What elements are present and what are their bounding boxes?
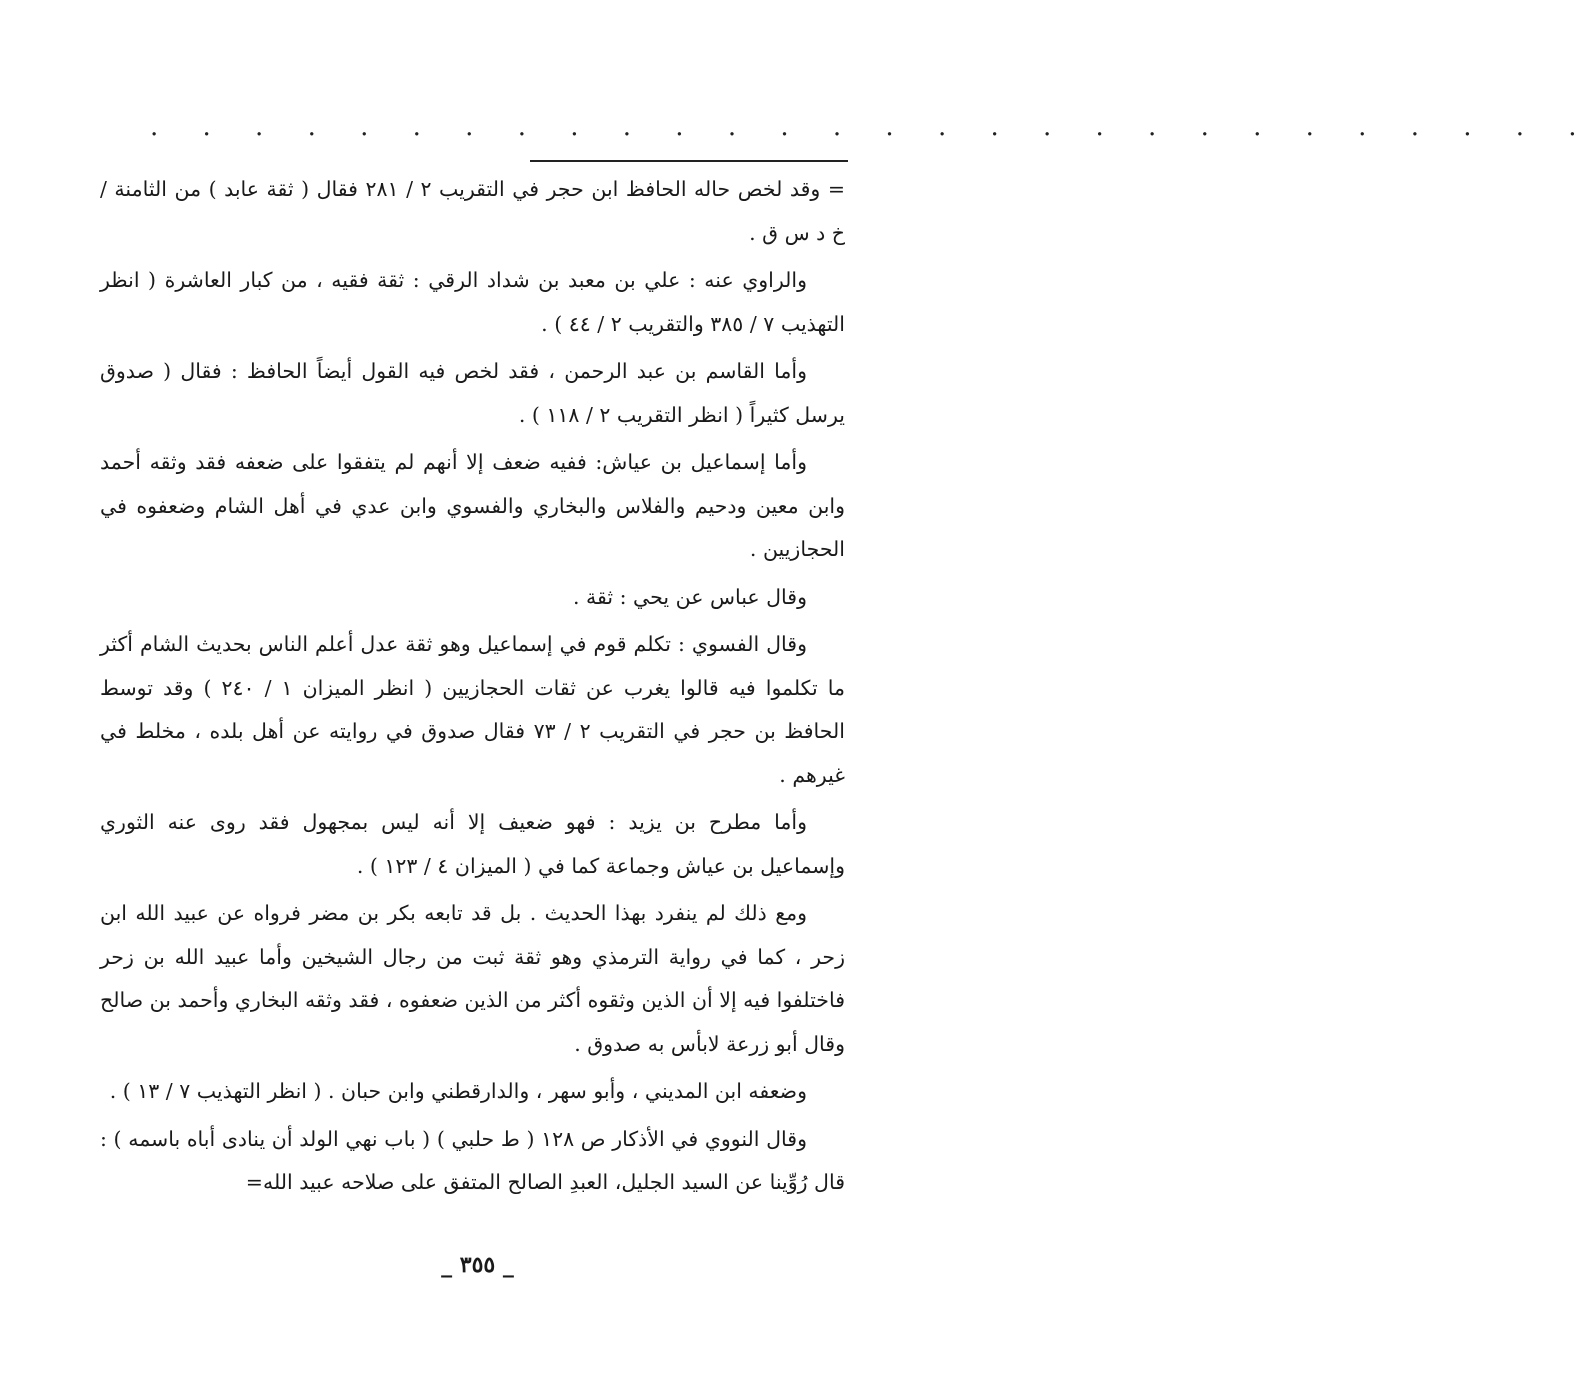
footnote-separator-line: [530, 160, 848, 162]
page-body: [100, 168, 845, 1209]
paragraph-6: وقال الفسوي : تكلم قوم في إسماعيل وهو ثقة عدل أعلم الناس بحديث الشام أكثر ما تكلموا فيه قالوا يغرب عن ثقات الحجازيين ( انظر الميزان ١ / ٢٤٠ ) وقد توسط الحافظ بن حجر في التقريب ٢ / ٧٣ فقال صدوق في روايته عن أهل بلده ، مخلط في غيرهم .: [100, 632, 845, 787]
paragraph-4: وأما إسماعيل بن عياش: ففيه ضعف إلا أنهم لم يتفقوا على ضعفه فقد وثقه أحمد وابن معين ودحيم والفلاس والبخاري والفسوي وابن عدي في أهل الشام وضعفوه في الحجازيين .: [100, 450, 845, 561]
paragraph-2: والراوي عنه : علي بن معبد بن شداد الرقي : ثقة فقيه ، من كبار العاشرة ( انظر التهذيب ٧ / ٣٨٥ والتقريب ٢ / ٤٤ ) .: [100, 268, 845, 336]
page-number: _ ٣٥٥ _: [441, 1252, 514, 1278]
paragraph-7: وأما مطرح بن يزيد : فهو ضعيف إلا أنه ليس بمجهول فقد روى عنه الثوري وإسماعيل بن عياش وجماعة كما في ( الميزان ٤ / ١٢٣ ) .: [100, 810, 845, 878]
paragraph-8: ومع ذلك لم ينفرد بهذا الحديث . بل قد تابعه بكر بن مضر فرواه عن عبيد الله ابن زحر ، كما في رواية الترمذي وهو ثقة ثبت من رجال الشيخين وأما عبيد الله بن زحر فاختلفوا فيه إلا أن الذين وثقوه أكثر من الذين ضعفوه ، فقد وثقه البخاري وأحمد بن صالح وقال أبو زرعة لابأس به صدوق .: [100, 901, 845, 1056]
paragraph-10: وقال النووي في الأذكار ص ١٢٨ ( ط حلبي ) ( باب نهي الولد أن ينادى أباه باسمه ) : قال رُوِّينا عن السيد الجليل، العبدِ الصالح المتفق على صلاحه عبيد الله=: [100, 1126, 845, 1194]
ellipsis-divider: . . . . . . . . . . . . . . . . . . . . . . . . . . . .: [150, 112, 1595, 142]
paragraph-3: وأما القاسم بن عبد الرحمن ، فقد لخص فيه القول أيضاً الحافظ : فقال ( صدوق يرسل كثيراً ( انظر التقريب ٢ / ١١٨ ) .: [100, 359, 845, 427]
paragraph-9: وضعفه ابن المديني ، وأبو سهر ، والدارقطني وابن حبان . ( انظر التهذيب ٧ / ١٣ ) .: [109, 1079, 807, 1103]
paragraph-1: = وقد لخص حاله الحافظ ابن حجر في التقريب ٢ / ٢٨١ فقال ( ثقة عابد ) من الثامنة / خ د س ق .: [100, 177, 845, 245]
paragraph-5: وقال عباس عن يحي : ثقة .: [573, 584, 807, 609]
